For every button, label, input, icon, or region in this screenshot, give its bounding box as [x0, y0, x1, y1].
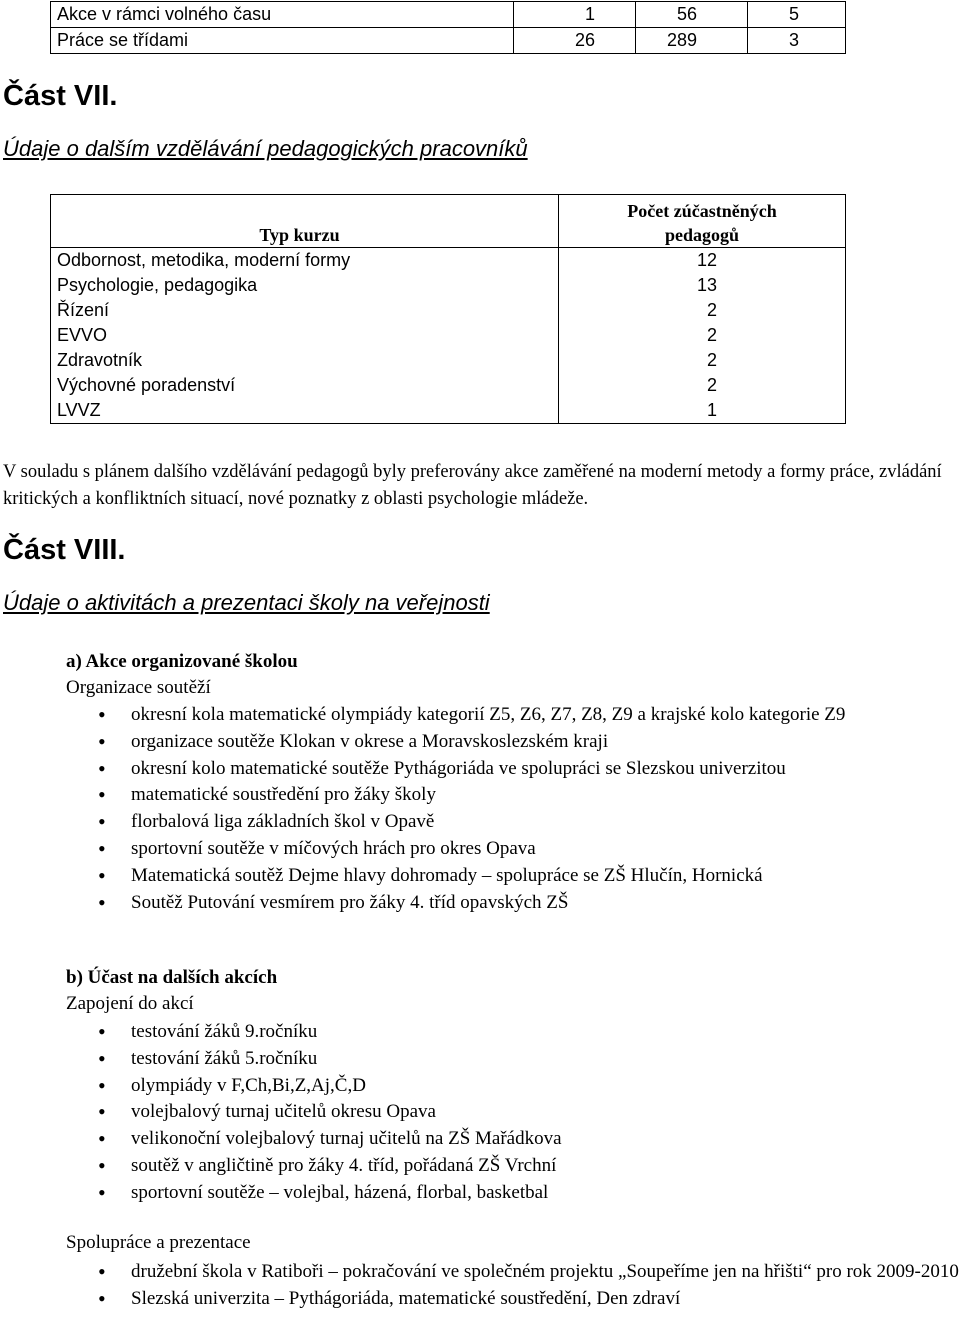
course-type-cell: Řízení	[51, 298, 559, 323]
part-vii-title: Část VII.	[3, 80, 118, 112]
list-item: • Soutěž Putování vesmírem pro žáky 4. tříd opavských ZŠ	[0, 890, 960, 917]
list-item: • olympiády v F,Ch,Bi,Z,Aj,Č,D	[0, 1073, 960, 1100]
list-item: • testování žáků 5.ročníku	[0, 1046, 960, 1073]
part-viii-section-title: Údaje o aktivitách a prezentaci školy na veřejnosti	[3, 590, 490, 615]
table-row	[51, 398, 846, 424]
list-item: • družební škola v Ratiboři – pokračování ve společném projektu „Soupeříme jen na hřišti“ pro rok 2009-2010	[0, 1259, 960, 1286]
list-item: • soutěž v angličtině pro žáky 4. tříd, pořádaná ZŠ Vrchní	[0, 1153, 960, 1180]
section-c-subheading: Spolupráce a prezentace	[66, 1232, 251, 1253]
activity-summary-table	[50, 1, 846, 54]
list-item: • okresní kolo matematické soutěže Pythágoriáda ve spolupráci se Slezskou univerzitou	[0, 756, 960, 783]
cooperation-list	[0, 1259, 960, 1313]
part-viii-title: Část VIII.	[3, 534, 126, 566]
table-cell-label: Akce v rámci volného času	[51, 2, 514, 28]
list-item: • organizace soutěže Klokan v okrese a Moravskoslezském kraji	[0, 729, 960, 756]
table-cell-value: 1	[514, 2, 636, 28]
course-count-cell: 12	[559, 248, 846, 274]
header-course-type-label: Typ kurzu	[259, 225, 340, 245]
list-item: • sportovní soutěže – volejbal, házená, florbal, basketbal	[0, 1180, 960, 1207]
list-item: • Slezská univerzita – Pythágoriáda, matematické soustředění, Den zdraví	[0, 1286, 960, 1313]
table-row	[51, 2, 846, 28]
courses-table	[50, 194, 846, 424]
table-row	[51, 348, 846, 373]
part-vii-section-title: Údaje o dalším vzdělávání pedagogických pracovníků	[3, 136, 528, 161]
header-course-type	[51, 195, 559, 248]
table-row	[51, 373, 846, 398]
course-type-cell: Psychologie, pedagogika	[51, 273, 559, 298]
participation-list	[0, 1019, 960, 1207]
header-participant-count	[559, 195, 846, 248]
table-row	[51, 273, 846, 298]
table-cell-value: 5	[748, 2, 846, 28]
organized-events-list	[0, 702, 960, 916]
list-item: • matematické soustředění pro žáky školy	[0, 782, 960, 809]
section-a-subheading: Organizace soutěží	[66, 677, 211, 698]
course-type-cell: LVVZ	[51, 398, 559, 424]
table-cell-value: 3	[748, 28, 846, 54]
course-type-cell: Odbornost, metodika, moderní formy	[51, 248, 559, 274]
course-count-cell: 2	[559, 373, 846, 398]
table-cell-label: Práce se třídami	[51, 28, 514, 54]
course-count-cell: 2	[559, 348, 846, 373]
table-cell-value: 26	[514, 28, 636, 54]
list-item: • Matematická soutěž Dejme hlavy dohromady – spolupráce se ZŠ Hlučín, Hornická	[0, 863, 960, 890]
list-item: • florbalová liga základních škol v Opavě	[0, 809, 960, 836]
table-row	[51, 28, 846, 54]
education-summary-paragraph: V souladu s plánem dalšího vzdělávání pedagogů byly preferovány akce zaměřené na moderní metody a formy práce, zvládání kritických a konfliktních situací, nové poznatky z oblasti psychologie mládeže.	[3, 462, 942, 509]
list-item: • sportovní soutěže v míčových hrách pro okres Opava	[0, 836, 960, 863]
table-header-row	[51, 195, 846, 248]
course-type-cell: Zdravotník	[51, 348, 559, 373]
list-item: • okresní kola matematické olympiády kategorií Z5, Z6, Z7, Z8, Z9 a krajské kolo kategorie Z9	[0, 702, 960, 729]
table-cell-value: 56	[636, 2, 748, 28]
table-row	[51, 298, 846, 323]
course-type-cell: Výchovné poradenství	[51, 373, 559, 398]
section-b-subheading: Zapojení do akcí	[66, 993, 194, 1014]
table-row	[51, 248, 846, 274]
course-count-cell: 13	[559, 273, 846, 298]
course-count-cell: 2	[559, 323, 846, 348]
section-b-heading: b) Účast na dalších akcích	[66, 967, 278, 988]
header-count-line2: pedagogů	[664, 225, 740, 245]
course-type-cell: EVVO	[51, 323, 559, 348]
list-item: • testování žáků 9.ročníku	[0, 1019, 960, 1046]
list-item: • velikonoční volejbalový turnaj učitelů na ZŠ Mařádkova	[0, 1126, 960, 1153]
header-count-line1: Počet zúčastněných	[627, 201, 777, 221]
table-cell-value: 289	[636, 28, 748, 54]
course-count-cell: 2	[559, 298, 846, 323]
list-item: • volejbalový turnaj učitelů okresu Opava	[0, 1099, 960, 1126]
table-row	[51, 323, 846, 348]
section-a-heading: a) Akce organizované školou	[66, 651, 298, 672]
course-count-cell: 1	[559, 398, 846, 424]
